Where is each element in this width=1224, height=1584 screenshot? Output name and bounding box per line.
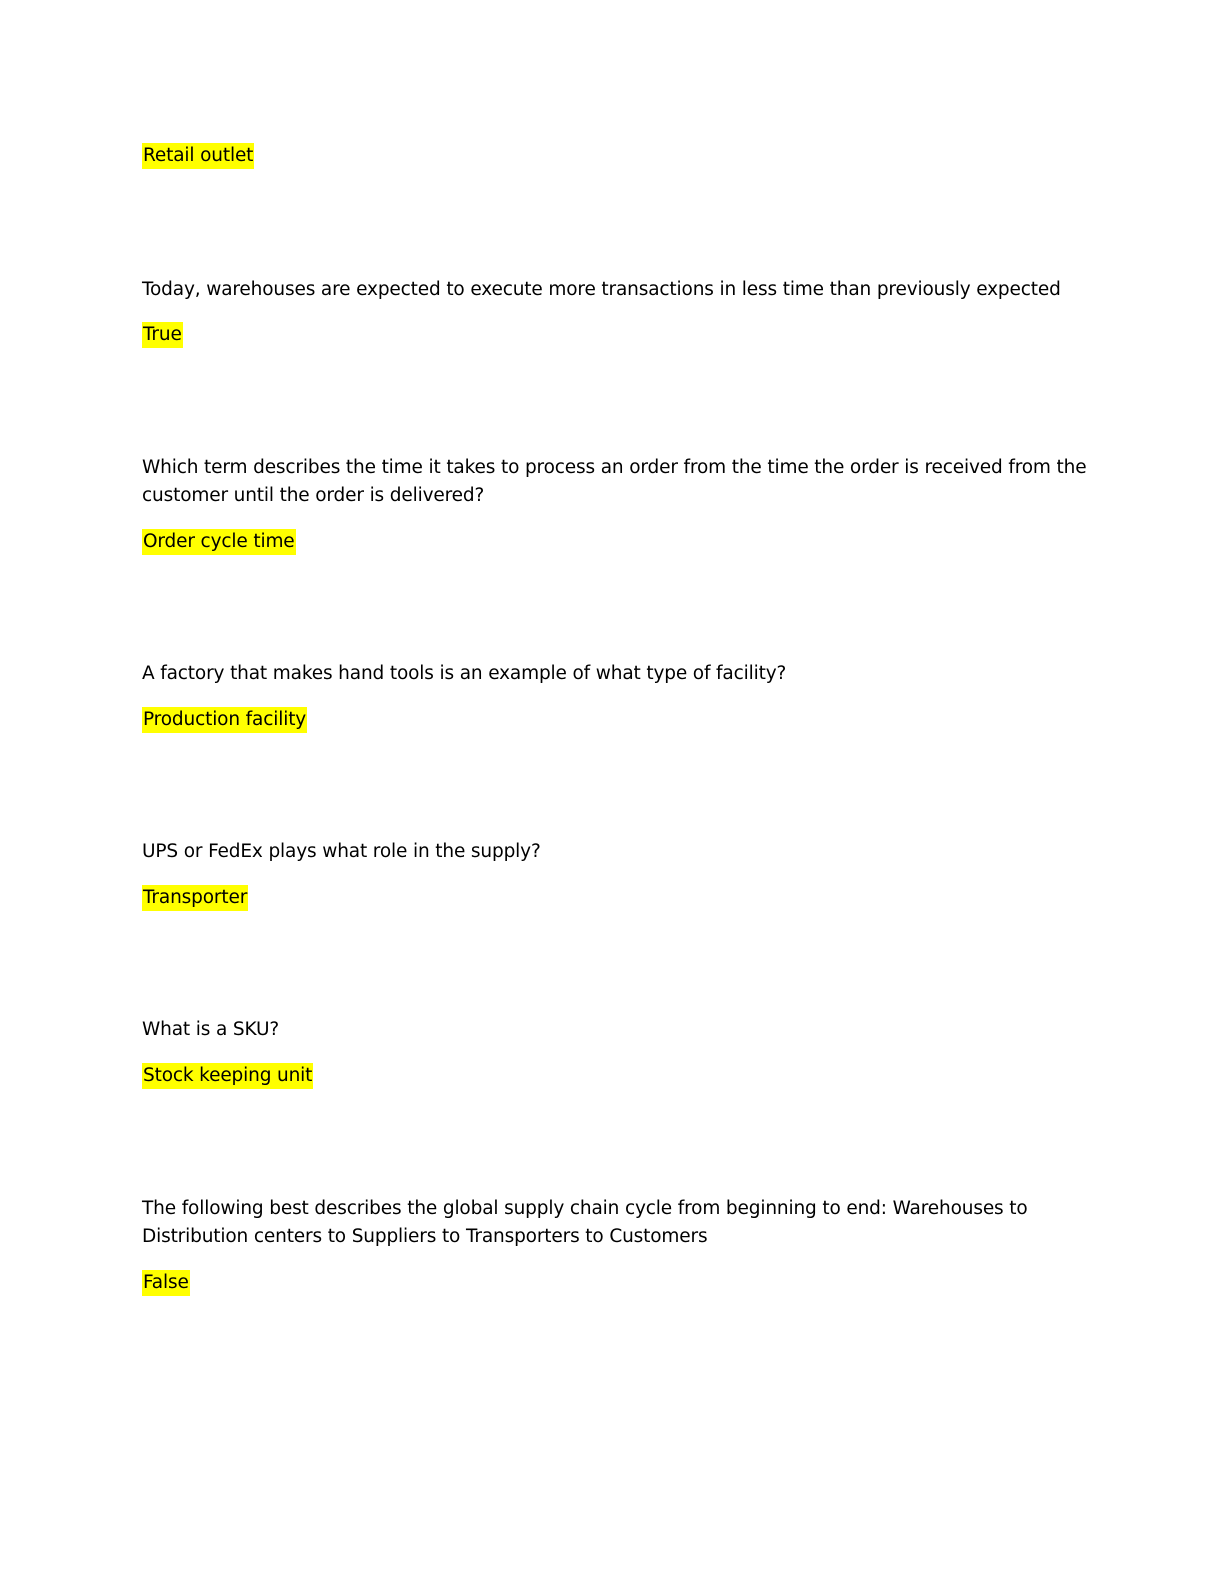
question-text: Distribution centers to Suppliers to Transporters to Customers xyxy=(142,1226,708,1247)
question-text: UPS or FedEx plays what role in the supply? xyxy=(142,841,541,862)
answer-line xyxy=(142,1062,313,1090)
answer-line xyxy=(142,1269,190,1297)
question-text: Which term describes the time it takes to process an order from the time the order is received from the xyxy=(142,457,1087,478)
answer-line xyxy=(142,884,248,912)
highlighted-answer: Transporter xyxy=(142,885,248,911)
highlighted-answer: Order cycle time xyxy=(142,529,296,555)
question-text: A factory that makes hand tools is an example of what type of facility? xyxy=(142,663,787,684)
highlighted-answer: Retail outlet xyxy=(142,143,254,169)
question-text: Today, warehouses are expected to execute more transactions in less time than previously expected xyxy=(142,279,1061,300)
question-text: customer until the order is delivered? xyxy=(142,485,485,506)
highlighted-answer: Stock keeping unit xyxy=(142,1063,313,1089)
question-text: What is a SKU? xyxy=(142,1019,280,1040)
highlighted-answer: Production facility xyxy=(142,707,307,733)
answer-line xyxy=(142,321,183,349)
answer-line xyxy=(142,142,254,170)
highlighted-answer: True xyxy=(142,322,183,348)
answer-line xyxy=(142,706,307,734)
question-text: The following best describes the global supply chain cycle from beginning to end: Warehouses to xyxy=(142,1198,1028,1219)
highlighted-answer: False xyxy=(142,1270,190,1296)
answer-line xyxy=(142,528,296,556)
